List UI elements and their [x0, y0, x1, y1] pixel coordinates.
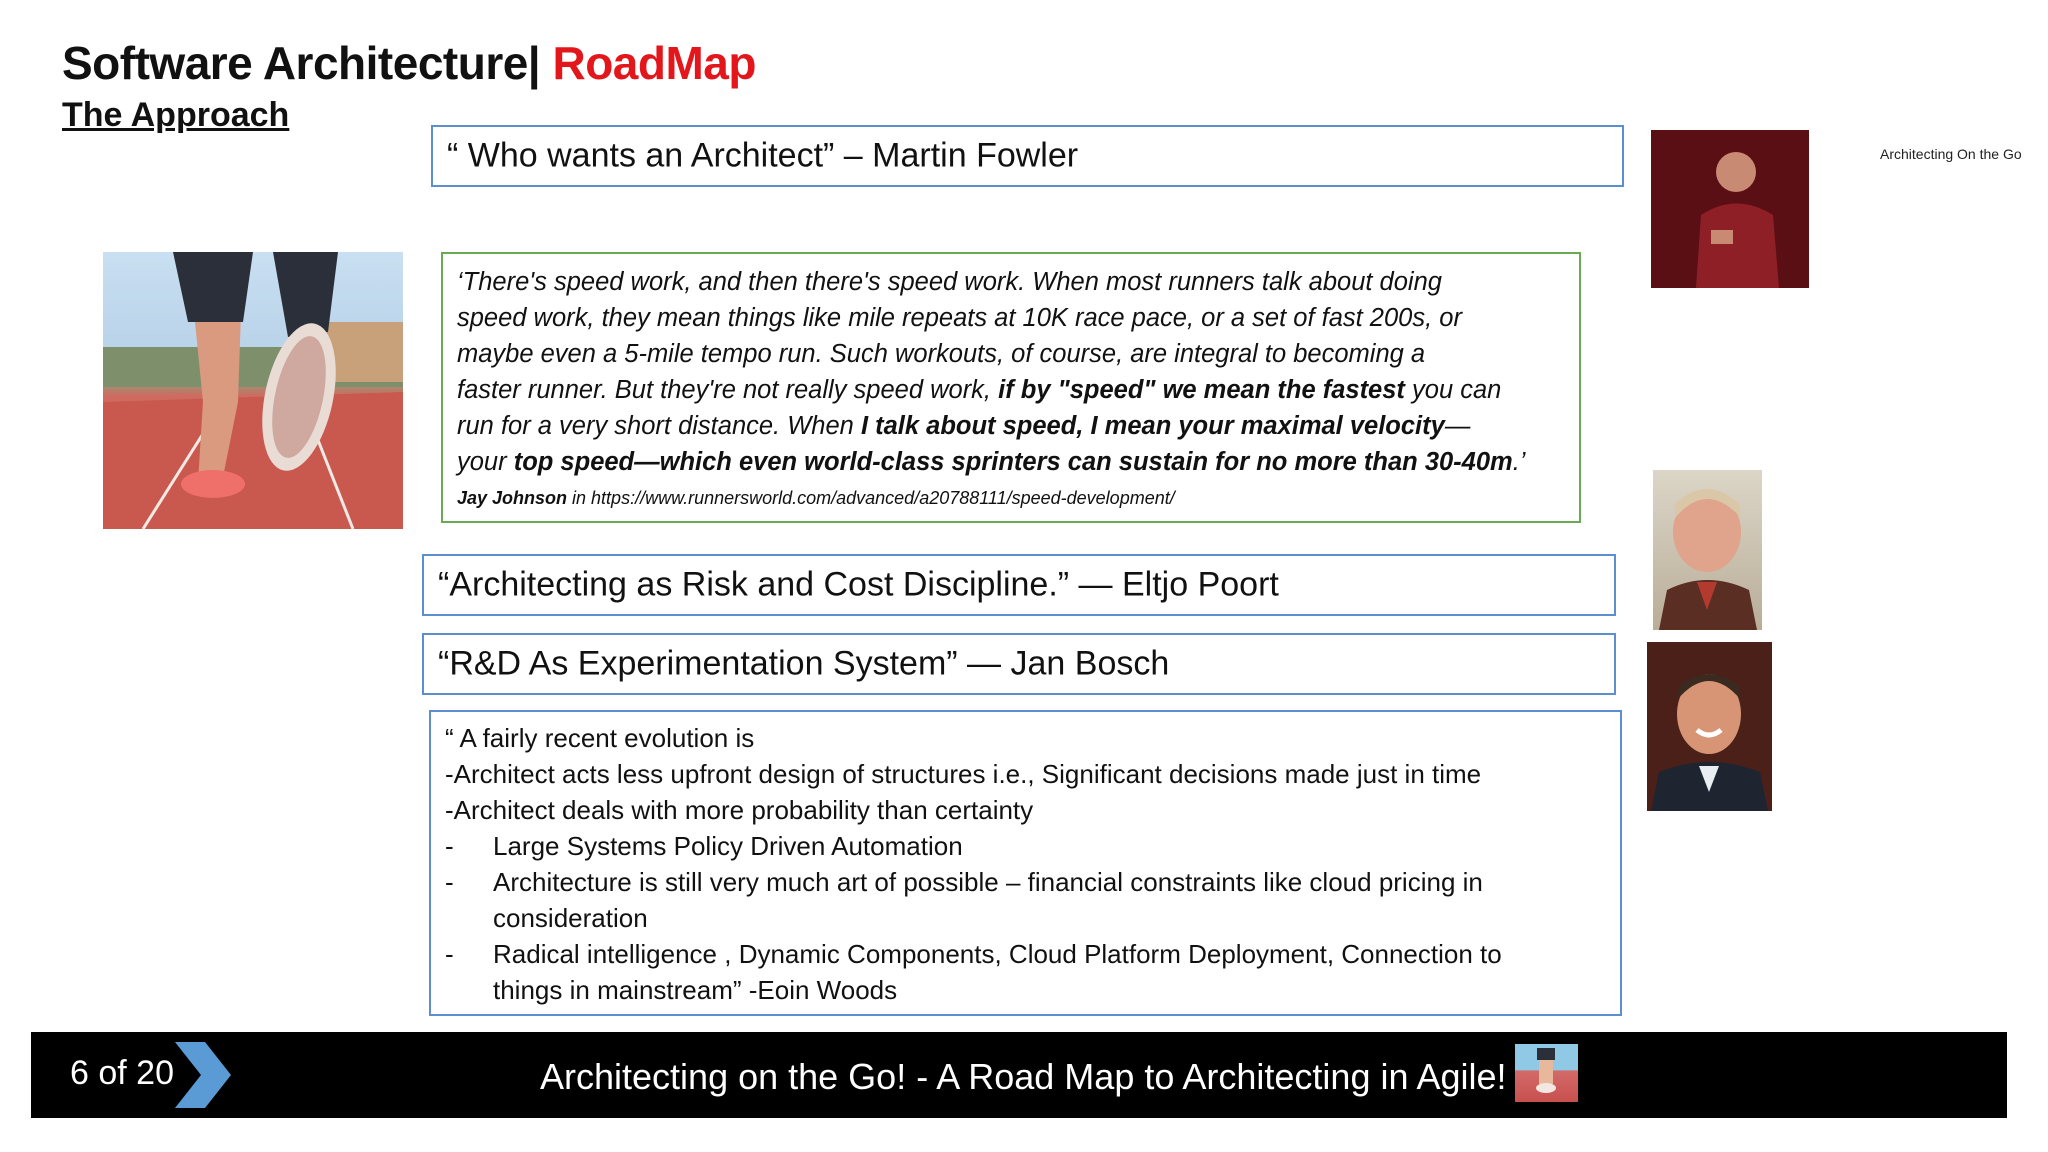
- bullet-text: consideration: [493, 903, 648, 933]
- woods-quote-box: [429, 710, 1622, 1016]
- woods-bullet-item: [445, 936, 1606, 972]
- bosch-quote: “R&D As Experimentation System” — Jan Bosch: [438, 644, 1170, 683]
- poort-quote: “Architecting as Risk and Cost Discipline.” — Eltjo Poort: [438, 565, 1279, 604]
- runner-photo: [103, 252, 403, 529]
- bullet-dash: -: [445, 831, 454, 861]
- quote-segment: maybe even a 5-mile tempo run. Such workouts, of course, are integral to becoming a: [457, 340, 1426, 368]
- woods-quote-text: [445, 720, 1606, 1008]
- emphasis-text: I talk about speed, I mean your maximal velocity: [860, 412, 1445, 440]
- bosch-illustration: [1647, 642, 1772, 811]
- woods-bullet-item: [445, 900, 1606, 936]
- martin-fowler-photo: [1651, 130, 1809, 288]
- quote-segment: ‘There's speed work, and then there's speed work. When most runners talk about doing: [457, 268, 1442, 296]
- johnson-quote-line: [457, 372, 1565, 408]
- quote-segment: speed work, they mean things like mile repeats at 10K race pace, or a set of fast 200s, or: [457, 304, 1462, 332]
- footer-title: Architecting on the Go! - A Road Map to Architecting in Agile!: [540, 1056, 1507, 1097]
- slide-title: [62, 36, 756, 90]
- quote-segment: run for a very short distance. When: [457, 412, 861, 440]
- emphasis-text: if by "speed" we mean the fastest: [998, 376, 1405, 404]
- woods-line: “ A fairly recent evolution is: [445, 723, 755, 753]
- title-accent: RoadMap: [552, 37, 756, 89]
- poort-illustration: [1653, 470, 1762, 630]
- quote-segment: your: [457, 448, 514, 476]
- woods-bullet-item: [445, 972, 1606, 1008]
- title-main: Software Architecture|: [62, 37, 541, 89]
- jan-bosch-photo: [1647, 642, 1772, 811]
- runner-illustration: [103, 252, 403, 529]
- woods-line: -Architect deals with more probability than certainty: [445, 795, 1034, 825]
- page-number: 6 of 20: [70, 1054, 174, 1092]
- bullet-text: Radical intelligence , Dynamic Components, Cloud Platform Deployment, Connection to: [493, 939, 1502, 969]
- slide-subtitle: The Approach: [62, 96, 290, 134]
- emphasis-text: top speed—which even world-class sprinters can sustain for no more than 30-40m: [513, 448, 1513, 476]
- quote-segment: faster runner. But they're not really speed work,: [457, 376, 999, 404]
- fowler-quote: “ Who wants an Architect” – Martin Fowler: [447, 136, 1079, 175]
- bullet-dash: -: [445, 867, 454, 897]
- woods-line: -Architect acts less upfront design of structures i.e., Significant decisions made just in time: [445, 759, 1482, 789]
- bullet-dash: -: [445, 939, 454, 969]
- johnson-citation: [457, 488, 1175, 509]
- johnson-source: in https://www.runnersworld.com/advanced/a20788111/speed-development/: [567, 488, 1175, 508]
- poort-quote-box: [422, 554, 1616, 616]
- corner-note: Architecting On the Go: [1880, 146, 2022, 162]
- johnson-quote-line: [457, 444, 1565, 480]
- quote-segment: you can: [1404, 376, 1502, 404]
- bullet-text: Architecture is still very much art of possible – financial constraints like cloud pricing in: [493, 867, 1483, 897]
- bosch-quote-box: [422, 633, 1616, 695]
- next-chevron-icon[interactable]: [175, 1042, 231, 1108]
- quote-segment: .’: [1512, 448, 1526, 476]
- woods-bullet-item: [445, 864, 1606, 900]
- fowler-illustration: [1651, 130, 1809, 288]
- bullet-text: Large Systems Policy Driven Automation: [493, 831, 963, 861]
- johnson-author: Jay Johnson: [457, 488, 568, 508]
- runner-thumbnail-icon: [1515, 1044, 1578, 1102]
- bullet-dash: [445, 972, 493, 1008]
- bullet-text: things in mainstream” -Eoin Woods: [493, 975, 898, 1005]
- johnson-quote-line: [457, 336, 1565, 372]
- fowler-quote-box: [431, 125, 1624, 187]
- johnson-quote-box: [441, 252, 1581, 523]
- johnson-quote-text: [457, 264, 1565, 480]
- footer-thumbnail: [1515, 1044, 1578, 1102]
- johnson-quote-line: [457, 264, 1565, 300]
- quote-segment: —: [1444, 412, 1471, 440]
- johnson-quote-line: [457, 408, 1565, 444]
- bullet-dash: [445, 900, 493, 936]
- eltjo-poort-photo: [1653, 470, 1762, 630]
- woods-bullet-item: [445, 828, 1606, 864]
- johnson-quote-line: [457, 300, 1565, 336]
